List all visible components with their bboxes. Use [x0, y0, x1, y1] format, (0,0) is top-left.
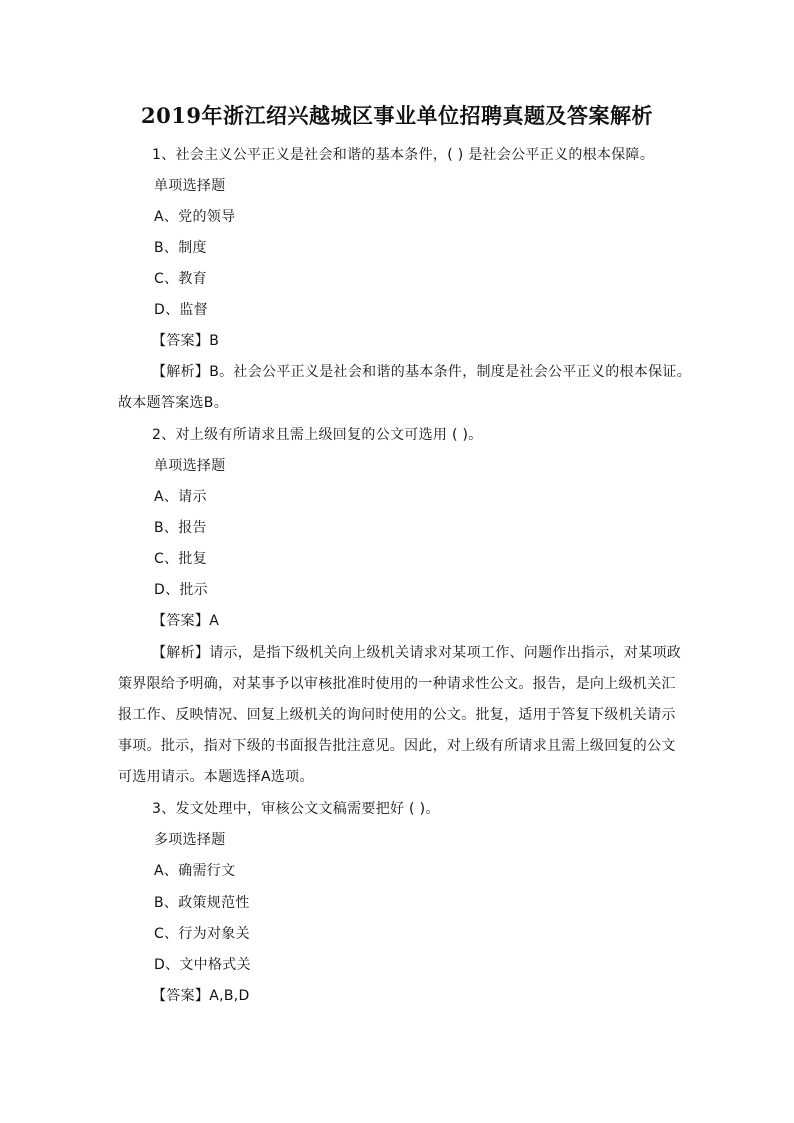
- question-1-stem: 1、社会主义公平正义是社会和谐的基本条件，( ) 是社会公平正义的根本保障。: [152, 147, 655, 163]
- question-1-type: 单项选择题: [154, 178, 226, 194]
- question-2-explanation-line: 策界限给予明确，对某事予以审核批准时使用的一种请求性公文。报告，是向上级机关汇: [118, 676, 676, 692]
- question-3-option-a: A、确需行文: [154, 863, 236, 879]
- question-3-stem: 3、发文处理中，审核公文文稿需要把好 ( )。: [152, 801, 440, 817]
- question-2-type: 单项选择题: [154, 458, 226, 474]
- question-2-option-d: D、批示: [154, 582, 208, 598]
- question-1-option-a: A、党的领导: [154, 209, 236, 225]
- question-1-option-b: B、制度: [154, 240, 207, 256]
- question-2-option-a: A、请示: [154, 489, 207, 505]
- question-3-option-c: C、行为对象关: [154, 926, 250, 942]
- question-3-type: 多项选择题: [154, 832, 226, 848]
- question-1-option-d: D、监督: [154, 302, 208, 318]
- question-3-option-b: B、政策规范性: [154, 895, 250, 911]
- question-1-explanation-line: 【解析】B。社会公平正义是社会和谐的基本条件，制度是社会公平正义的根本保证。: [152, 364, 692, 380]
- question-1-explanation-line: 故本题答案选B。: [118, 395, 229, 411]
- question-2-answer: 【答案】A: [152, 613, 220, 629]
- question-2-explanation-line: 可选用请示。本题选择A选项。: [118, 769, 314, 785]
- question-2-option-c: C、批复: [154, 551, 207, 567]
- question-2-explanation-line: 【解析】请示，是指下级机关向上级机关请求对某项工作、问题作出指示，对某项政: [152, 645, 682, 661]
- question-3-option-d: D、文中格式关: [154, 957, 251, 973]
- question-1-answer: 【答案】B: [152, 333, 220, 349]
- question-2-explanation-line: 事项。批示，指对下级的书面报告批注意见。因此，对上级有所请求且需上级回复的公文: [118, 738, 676, 754]
- document-title: 2019年浙江绍兴越城区事业单位招聘真题及答案解析: [141, 103, 653, 128]
- question-2-stem: 2、对上级有所请求且需上级回复的公文可选用 ( )。: [152, 427, 483, 443]
- question-1-option-c: C、教育: [154, 271, 207, 287]
- question-2-option-b: B、报告: [154, 520, 207, 536]
- question-3-answer: 【答案】A,B,D: [152, 988, 250, 1004]
- question-2-explanation-line: 报工作、反映情况、回复上级机关的询问时使用的公文。批复，适用于答复下级机关请示: [118, 707, 676, 723]
